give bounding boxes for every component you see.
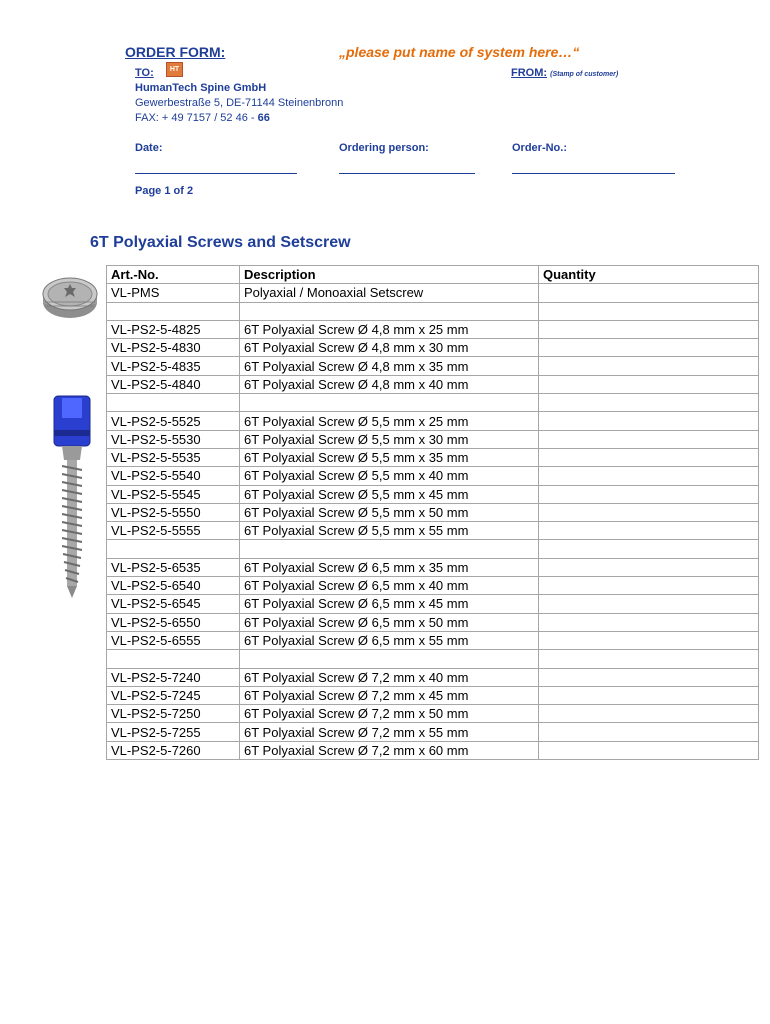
polyaxial-screw-image xyxy=(48,394,100,600)
cell-quantity[interactable] xyxy=(539,467,759,485)
ordering-person-field-line[interactable] xyxy=(339,173,475,174)
cell-quantity[interactable] xyxy=(539,284,759,302)
cell-description: 6T Polyaxial Screw Ø 5,5 mm x 50 mm xyxy=(240,503,539,521)
cell-description: 6T Polyaxial Screw Ø 5,5 mm x 30 mm xyxy=(240,430,539,448)
order-form-title: ORDER FORM: xyxy=(125,44,226,60)
table-header-row xyxy=(107,266,759,284)
cell-description: 6T Polyaxial Screw Ø 5,5 mm x 40 mm xyxy=(240,467,539,485)
cell-description: 6T Polyaxial Screw Ø 4,8 mm x 25 mm xyxy=(240,320,539,338)
cell-art-no: VL-PS2-5-6535 xyxy=(107,558,240,576)
col-header-quantity: Quantity xyxy=(539,266,759,284)
cell-description: 6T Polyaxial Screw Ø 5,5 mm x 55 mm xyxy=(240,522,539,540)
setscrew-image xyxy=(38,272,102,324)
company-fax xyxy=(135,112,270,124)
cell-description: 6T Polyaxial Screw Ø 5,5 mm x 35 mm xyxy=(240,448,539,466)
cell-art-no: VL-PS2-5-5535 xyxy=(107,448,240,466)
table-row xyxy=(107,320,759,338)
cell-art-no: VL-PS2-5-5540 xyxy=(107,467,240,485)
cell-art-no: VL-PS2-5-7250 xyxy=(107,705,240,723)
order-no-field-line[interactable] xyxy=(512,173,675,174)
cell-quantity[interactable] xyxy=(539,558,759,576)
table-row xyxy=(107,339,759,357)
cell-description: Polyaxial / Monoaxial Setscrew xyxy=(240,284,539,302)
product-table xyxy=(106,265,759,760)
table-row xyxy=(107,485,759,503)
company-name: HumanTech Spine GmbH xyxy=(135,82,267,94)
ordering-person-label: Ordering person: xyxy=(339,142,429,154)
table-row xyxy=(107,650,759,668)
cell-art-no xyxy=(107,394,240,412)
cell-quantity[interactable] xyxy=(539,650,759,668)
cell-quantity[interactable] xyxy=(539,613,759,631)
table-row xyxy=(107,686,759,704)
cell-art-no: VL-PS2-5-6550 xyxy=(107,613,240,631)
cell-art-no: VL-PS2-5-5550 xyxy=(107,503,240,521)
page-number: Page 1 of 2 xyxy=(135,185,194,197)
cell-quantity[interactable] xyxy=(539,320,759,338)
table-row xyxy=(107,613,759,631)
cell-description xyxy=(240,302,539,320)
from-label: FROM: xyxy=(511,67,548,79)
cell-art-no: VL-PS2-5-7240 xyxy=(107,668,240,686)
cell-art-no: VL-PS2-5-6540 xyxy=(107,577,240,595)
col-header-art-no: Art.-No. xyxy=(107,266,240,284)
cell-art-no xyxy=(107,540,240,558)
table-row xyxy=(107,558,759,576)
table-row xyxy=(107,375,759,393)
cell-description: 6T Polyaxial Screw Ø 6,5 mm x 45 mm xyxy=(240,595,539,613)
cell-description xyxy=(240,650,539,668)
cell-quantity[interactable] xyxy=(539,430,759,448)
cell-quantity[interactable] xyxy=(539,394,759,412)
cell-art-no xyxy=(107,302,240,320)
cell-description: 6T Polyaxial Screw Ø 5,5 mm x 25 mm xyxy=(240,412,539,430)
cell-quantity[interactable] xyxy=(539,631,759,649)
date-label: Date: xyxy=(135,142,163,154)
system-name-placeholder: „please put name of system here…“ xyxy=(339,44,580,60)
cell-quantity[interactable] xyxy=(539,339,759,357)
company-logo-icon: HT xyxy=(166,62,183,77)
to-label: TO: xyxy=(135,67,154,79)
company-address: Gewerbestraße 5, DE-71144 Steinenbronn xyxy=(135,97,344,109)
cell-description: 6T Polyaxial Screw Ø 4,8 mm x 35 mm xyxy=(240,357,539,375)
table-row xyxy=(107,448,759,466)
cell-description: 6T Polyaxial Screw Ø 7,2 mm x 40 mm xyxy=(240,668,539,686)
cell-art-no: VL-PS2-5-4825 xyxy=(107,320,240,338)
cell-art-no: VL-PS2-5-5525 xyxy=(107,412,240,430)
table-row xyxy=(107,668,759,686)
cell-description: 6T Polyaxial Screw Ø 6,5 mm x 55 mm xyxy=(240,631,539,649)
cell-description: 6T Polyaxial Screw Ø 6,5 mm x 40 mm xyxy=(240,577,539,595)
cell-art-no xyxy=(107,650,240,668)
table-row xyxy=(107,467,759,485)
cell-art-no: VL-PS2-5-6545 xyxy=(107,595,240,613)
col-header-description: Description xyxy=(240,266,539,284)
table-row xyxy=(107,723,759,741)
order-no-label: Order-No.: xyxy=(512,142,567,154)
table-row xyxy=(107,430,759,448)
cell-description: 6T Polyaxial Screw Ø 4,8 mm x 40 mm xyxy=(240,375,539,393)
from-block xyxy=(511,67,618,79)
cell-quantity[interactable] xyxy=(539,540,759,558)
cell-description: 6T Polyaxial Screw Ø 6,5 mm x 50 mm xyxy=(240,613,539,631)
cell-quantity[interactable] xyxy=(539,375,759,393)
date-field-line[interactable] xyxy=(135,173,297,174)
cell-art-no: VL-PS2-5-7260 xyxy=(107,741,240,759)
cell-art-no: VL-PS2-5-5530 xyxy=(107,430,240,448)
cell-art-no: VL-PS2-5-6555 xyxy=(107,631,240,649)
cell-art-no: VL-PS2-5-7245 xyxy=(107,686,240,704)
cell-quantity[interactable] xyxy=(539,668,759,686)
fax-suffix: 66 xyxy=(257,112,270,124)
table-row xyxy=(107,302,759,320)
cell-quantity[interactable] xyxy=(539,412,759,430)
cell-quantity[interactable] xyxy=(539,485,759,503)
cell-description: 6T Polyaxial Screw Ø 7,2 mm x 55 mm xyxy=(240,723,539,741)
cell-quantity[interactable] xyxy=(539,302,759,320)
cell-description xyxy=(240,540,539,558)
cell-art-no: VL-PS2-5-4835 xyxy=(107,357,240,375)
table-row xyxy=(107,577,759,595)
table-row xyxy=(107,522,759,540)
from-note: (Stamp of customer) xyxy=(550,71,619,78)
cell-description: 6T Polyaxial Screw Ø 7,2 mm x 45 mm xyxy=(240,686,539,704)
table-row xyxy=(107,595,759,613)
cell-quantity[interactable] xyxy=(539,357,759,375)
table-row xyxy=(107,394,759,412)
fax-prefix: FAX: + 49 7157 / 52 46 - xyxy=(135,112,255,124)
cell-quantity[interactable] xyxy=(539,723,759,741)
cell-quantity[interactable] xyxy=(539,705,759,723)
cell-quantity[interactable] xyxy=(539,577,759,595)
cell-quantity[interactable] xyxy=(539,741,759,759)
cell-art-no: VL-PS2-5-4840 xyxy=(107,375,240,393)
cell-art-no: VL-PS2-5-5555 xyxy=(107,522,240,540)
table-row xyxy=(107,540,759,558)
cell-quantity[interactable] xyxy=(539,686,759,704)
table-row xyxy=(107,503,759,521)
cell-description: 6T Polyaxial Screw Ø 4,8 mm x 30 mm xyxy=(240,339,539,357)
table-row xyxy=(107,284,759,302)
cell-art-no: VL-PS2-5-5545 xyxy=(107,485,240,503)
table-row xyxy=(107,705,759,723)
cell-description: 6T Polyaxial Screw Ø 7,2 mm x 50 mm xyxy=(240,705,539,723)
section-title: 6T Polyaxial Screws and Setscrew xyxy=(90,234,351,251)
table-row xyxy=(107,412,759,430)
table-row xyxy=(107,357,759,375)
table-row xyxy=(107,631,759,649)
cell-quantity[interactable] xyxy=(539,448,759,466)
cell-description: 6T Polyaxial Screw Ø 7,2 mm x 60 mm xyxy=(240,741,539,759)
cell-quantity[interactable] xyxy=(539,522,759,540)
cell-description: 6T Polyaxial Screw Ø 5,5 mm x 45 mm xyxy=(240,485,539,503)
cell-art-no: VL-PS2-5-7255 xyxy=(107,723,240,741)
cell-art-no: VL-PMS xyxy=(107,284,240,302)
cell-description: 6T Polyaxial Screw Ø 6,5 mm x 35 mm xyxy=(240,558,539,576)
cell-description xyxy=(240,394,539,412)
table-row xyxy=(107,741,759,759)
cell-quantity[interactable] xyxy=(539,595,759,613)
cell-quantity[interactable] xyxy=(539,503,759,521)
cell-art-no: VL-PS2-5-4830 xyxy=(107,339,240,357)
